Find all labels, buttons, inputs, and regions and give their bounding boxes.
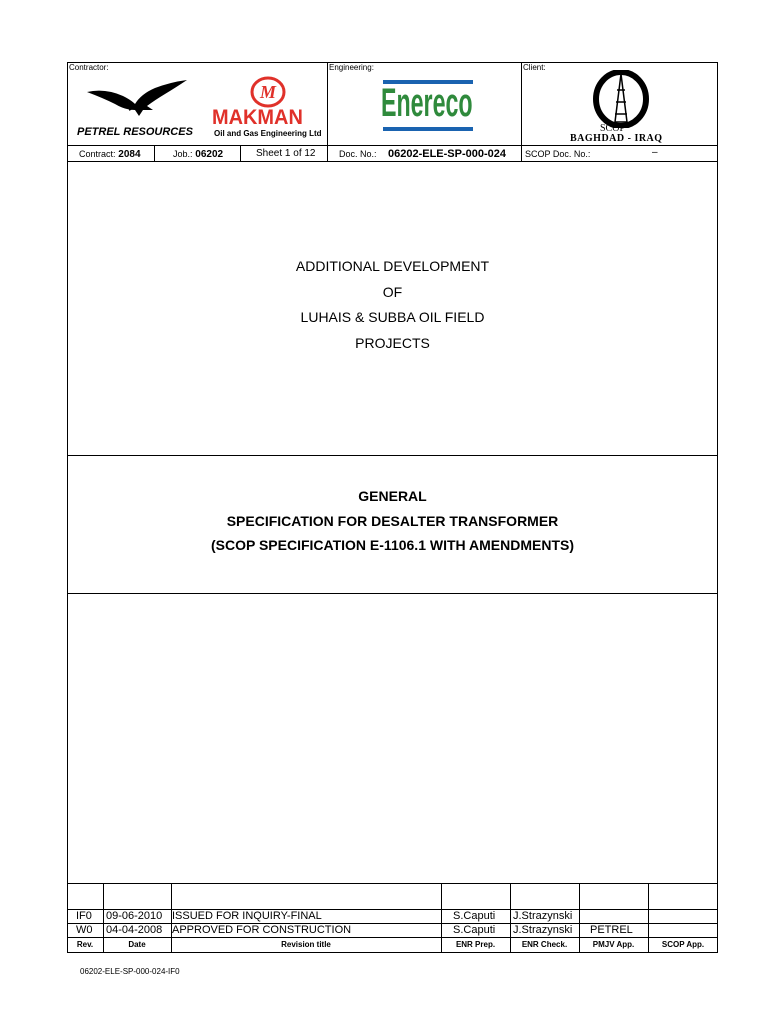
project-title-line-2: OF — [382, 284, 403, 300]
client-label: Client: — [523, 63, 546, 72]
job-field — [173, 148, 223, 161]
rev-header-prep: ENR Prep. — [455, 940, 496, 949]
doc-title-line-2: SPECIFICATION FOR DESALTER TRANSFORMER — [226, 513, 559, 529]
rev-row-1-rev: IF0 — [76, 910, 92, 922]
job-value: 06202 — [195, 149, 224, 160]
scop-doc-label: SCOP Doc. No.: — [525, 149, 591, 159]
petrel-name: PETREL RESOURCES — [77, 126, 193, 138]
info-divider-1 — [154, 145, 155, 161]
makman-name: MAKMAN — [212, 106, 303, 129]
info-divider-2 — [240, 145, 241, 161]
project-title-line-1: ADDITIONAL DEVELOPMENT — [295, 258, 490, 274]
contract-field — [79, 148, 141, 161]
makman-m-icon — [250, 76, 286, 108]
rev-row-2-date: 04-04-2008 — [106, 924, 163, 936]
rev-row-line-3 — [67, 937, 718, 938]
project-title-line-3: LUHAIS & SUBBA OIL FIELD — [300, 309, 485, 325]
rev-header-check: ENR Check. — [521, 940, 568, 949]
scop-location: BAGHDAD - IRAQ — [570, 133, 663, 144]
scop-emblem-icon — [590, 70, 652, 128]
rev-table-top — [67, 883, 718, 884]
rev-header-date: Date — [128, 940, 146, 949]
doc-label: Doc. No.: — [339, 149, 377, 159]
contract-label: Contract: — [79, 149, 116, 159]
rev-row-2-pmjv: PETREL — [590, 924, 633, 936]
rev-row-1-prep: S.Caputi — [453, 910, 496, 922]
scop-name: SCOP — [600, 123, 626, 134]
section-divider-2 — [67, 593, 718, 594]
document-frame — [67, 62, 718, 953]
sheet-count: Sheet 1 of 12 — [256, 148, 316, 159]
svg-text:M: M — [259, 82, 277, 102]
job-label: Job.: — [173, 149, 193, 159]
rev-row-2-check: J.Strazynski — [513, 924, 573, 936]
rev-row-1-date: 09-06-2010 — [106, 910, 163, 922]
rev-row-2-prep: S.Caputi — [453, 924, 496, 936]
header-divider-1 — [327, 62, 328, 161]
doc-title-line-3: (SCOP SPECIFICATION E-1106.1 WITH AMENDMENTS) — [210, 537, 574, 553]
rev-row-1-title: ISSUED FOR INQUIRY-FINAL — [172, 910, 322, 922]
footer-doc-id: 06202-ELE-SP-000-024-IF0 — [80, 967, 180, 976]
engineering-label: Engineering: — [329, 63, 374, 72]
info-row-top — [67, 145, 718, 146]
contract-value: 2084 — [118, 149, 141, 160]
contractor-label: Contractor: — [69, 63, 109, 72]
rev-header-rev: Rev. — [76, 940, 94, 949]
petrel-eagle-logo — [85, 80, 190, 120]
project-title-line-4: PROJECTS — [355, 335, 430, 351]
rev-row-2-rev: W0 — [76, 924, 93, 936]
info-row-bottom — [67, 161, 718, 162]
makman-sub: Oil and Gas Engineering Ltd — [214, 129, 322, 138]
header-divider-2 — [521, 62, 522, 161]
doc-title-line-1: GENERAL — [358, 488, 427, 504]
rev-row-line-1 — [67, 909, 718, 910]
rev-row-1-check: J.Strazynski — [513, 910, 573, 922]
rev-header-title: Revision title — [281, 940, 331, 949]
enereco-bottom-bar — [383, 127, 473, 131]
enereco-name: Enereco — [381, 81, 473, 125]
section-divider-1 — [67, 455, 718, 456]
rev-header-scop: SCOP App. — [661, 940, 705, 949]
rev-header-pmjv: PMJV App. — [592, 940, 635, 949]
doc-value: 06202-ELE-SP-000-024 — [388, 148, 507, 160]
rev-row-2-title: APPROVED FOR CONSTRUCTION — [172, 924, 352, 936]
scop-doc-value: – — [652, 147, 658, 158]
